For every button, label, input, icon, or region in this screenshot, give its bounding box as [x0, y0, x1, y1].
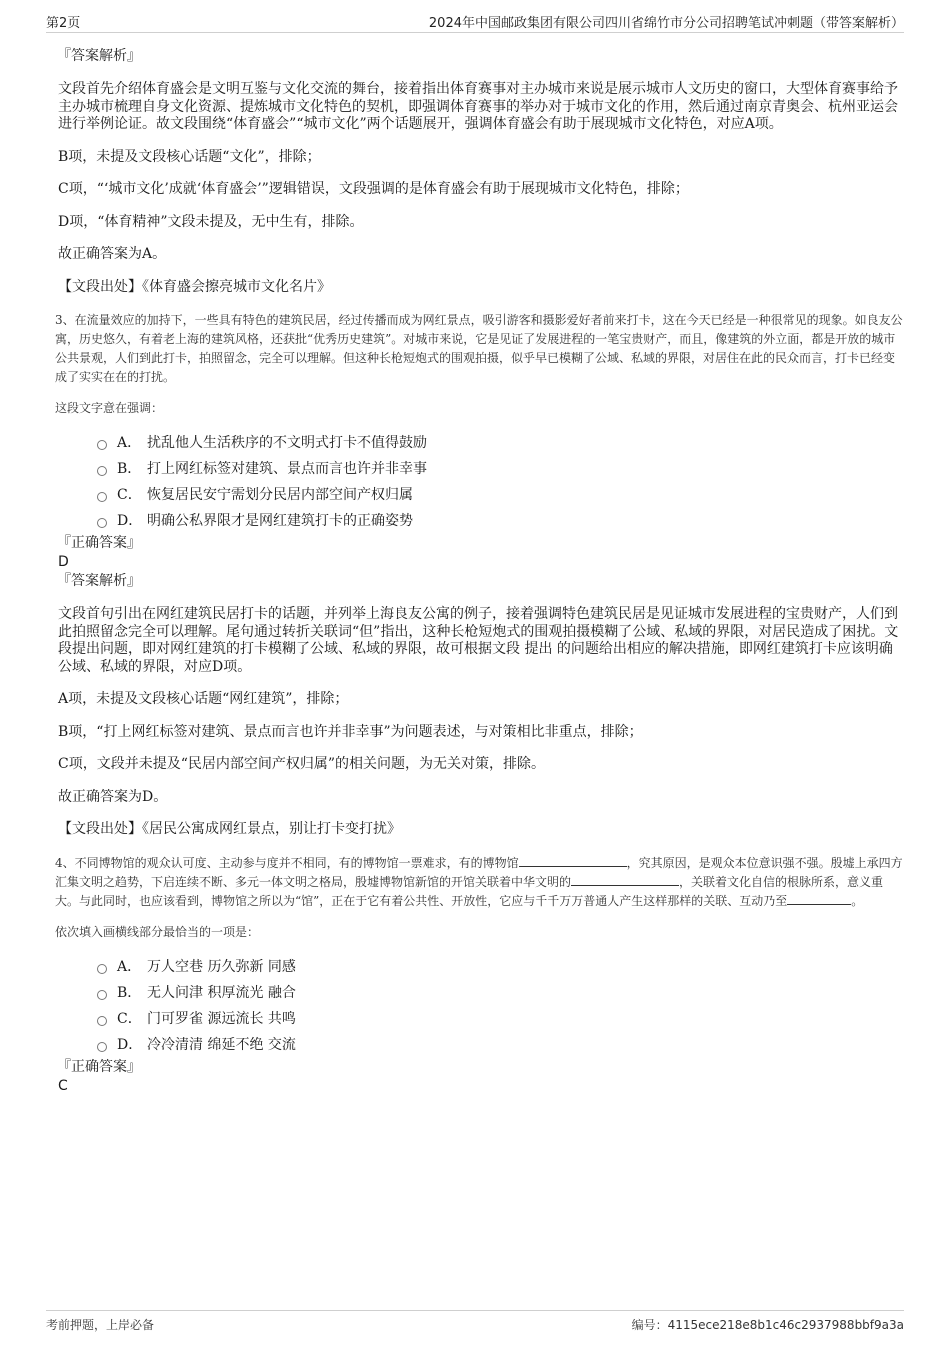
analysis-text: 文段首句引出在网红建筑民居打卡的话题，并列举上海良友公寓的例子，接着强调特色建筑民居是见证城市发展进程的宝贵财产，人们到此拍照留念完全可以理解。尾句通过转折关联词“但”指出，这种长枪短炮式的围观拍摄模糊了公域、私域的界限，对居民造成了困扰。文段提出问题，即对网红建筑的打卡模糊了公域、私域的界限，故可根据文段 提出 的问题给出相应的解决措施，即网红建筑打卡应该明确公域、私域的界限，对应D项。	[58, 606, 899, 675]
question-text: 4、不同博物馆的观众认可度、主动参与度并不相同，有的博物馆一票难求，有的博物馆 ，究其原因，是观众本位意识强不强。殷墟上承四方汇集文明之趋势，下启连续不断、多元一体文明之格局，殷墟博物馆新馆的开馆关联着中华文明的 ，关联着文化自信的根脉所系，意义重大。与此同时，也应该看到，博物馆之所以为“馆”，正在于它有着公共性、开放性，它应与千千万万普通人产生这样那样的关联、互动乃至 。	[55, 855, 903, 908]
radio-icon[interactable]	[97, 518, 107, 528]
analysis-text: 文段首先介绍体育盛会是文明互鉴与文化交流的舞台，接着指出体育赛事对主办城市来说是展示城市人文历史的窗口，大型体育赛事给予主办城市梳理自身文化资源、提炼城市文化特色的契机，即强调体育赛事的举办对于城市文化的作用，然后通过南京青奥会、杭州亚运会进行举例论证。故文段围绕“体育盛会”“城市文化”两个话题展开，强调体育盛会有助于展现城市文化特色，对应A项。	[58, 81, 898, 132]
conclusion: 故正确答案为A。	[58, 246, 167, 262]
radio-icon[interactable]	[97, 964, 107, 974]
source-citation: 【文段出处】《体育盛会擦亮城市文化名片》	[58, 278, 331, 295]
correct-answer: D	[58, 554, 69, 570]
option-c-analysis: C项，“‘城市文化’成就‘体育盛会’”逻辑错误，文段强调的是体育盛会有助于展现城市文化特色，排除；	[58, 181, 689, 197]
radio-icon[interactable]	[97, 440, 107, 450]
page-header	[46, 12, 904, 33]
options-list	[97, 429, 904, 533]
answer-label: 『正确答案』	[57, 1058, 141, 1075]
question-prompt: 依次填入画横线部分最恰当的一项是：	[55, 924, 260, 939]
footer-slogan: 考前押题，上岸必备	[46, 1318, 155, 1332]
option-b-analysis: B项，未提及文段核心话题“文化”，排除；	[58, 148, 321, 165]
option-b[interactable]: B． 无人问津 积厚流光 融合	[97, 979, 904, 1005]
option-d[interactable]: D． 冷冷清清 绵延不绝 交流	[97, 1031, 904, 1057]
correct-answer: C	[58, 1077, 68, 1094]
page-content	[55, 46, 904, 1095]
option-b-analysis: B项，“打上网红标签对建筑、景点而言也许并非幸事”为问题表述，与对策相比非重点，排除；	[58, 723, 643, 740]
question-prompt: 这段文字意在强调：	[55, 401, 164, 415]
option-c[interactable]: C． 门可罗雀 源远流长 共鸣	[97, 1005, 904, 1031]
answer-label: 『正确答案』	[57, 535, 141, 551]
option-a[interactable]: A． 扰乱他人生活秩序的不文明式打卡不值得鼓励	[97, 429, 904, 455]
options-list	[97, 953, 904, 1057]
fill-blank-3[interactable]	[787, 892, 851, 905]
question-3	[55, 311, 904, 839]
radio-icon[interactable]	[97, 1016, 107, 1026]
document-title: 2024年中国邮政集团有限公司四川省绵竹市分公司招聘笔试冲刺题（带答案解析）	[428, 16, 904, 31]
radio-icon[interactable]	[97, 1042, 107, 1052]
option-c[interactable]: C． 恢复居民安宁需划分民居内部空间产权归属	[97, 481, 904, 507]
fill-blank-1[interactable]	[519, 854, 627, 867]
analysis-label: 『答案解析』	[57, 573, 141, 589]
document-id: 编号：4115ece218e8b1c46c2937988bbf9a3a	[631, 1318, 904, 1332]
option-b[interactable]: B． 打上网红标签对建筑、景点而言也许并非幸事	[97, 455, 904, 481]
page-number: 第2页	[46, 16, 81, 31]
radio-icon[interactable]	[97, 492, 107, 502]
option-a-analysis: A项，未提及文段核心话题“网红建筑”，排除；	[58, 691, 349, 707]
question-4	[55, 854, 904, 1095]
q2-analysis-block	[55, 46, 904, 296]
question-text: 3、在流量效应的加持下，一些具有特色的建筑民居，经过传播而成为网红景点，吸引游客和摄影爱好者前来打卡，这在今天已经是一种很常见的现象。如良友公寓，历史悠久，有着老上海的建筑风格，还获批“优秀历史建筑”。对城市来说，它是见证了发展进程的一笔宝贵财产，而且，像建筑的外立面，都是开放的城市公共景观，人们到此打卡，拍照留念，完全可以理解。但这种长枪短炮式的围观拍摄，似乎早已模糊了公域、私域的界限，对居住在此的民众而言，打卡已经变成了实实在在的打扰。	[55, 313, 903, 384]
radio-icon[interactable]	[97, 466, 107, 476]
option-d[interactable]: D． 明确公私界限才是网红建筑打卡的正确姿势	[97, 507, 904, 533]
page-footer	[46, 1310, 904, 1333]
radio-icon[interactable]	[97, 990, 107, 1000]
option-a[interactable]: A． 万人空巷 历久弥新 同感	[97, 953, 904, 979]
fill-blank-2[interactable]	[571, 873, 679, 886]
source-citation: 【文段出处】《居民公寓成网红景点，别让打卡变打扰》	[58, 821, 401, 837]
option-d-analysis: D项，“体育精神”文段未提及，无中生有，排除。	[58, 213, 364, 230]
conclusion: 故正确答案为D。	[58, 788, 168, 805]
analysis-label: 『答案解析』	[57, 48, 141, 64]
option-c-analysis: C项，文段并未提及“民居内部空间产权归属”的相关问题，为无关对策，排除。	[58, 756, 546, 772]
